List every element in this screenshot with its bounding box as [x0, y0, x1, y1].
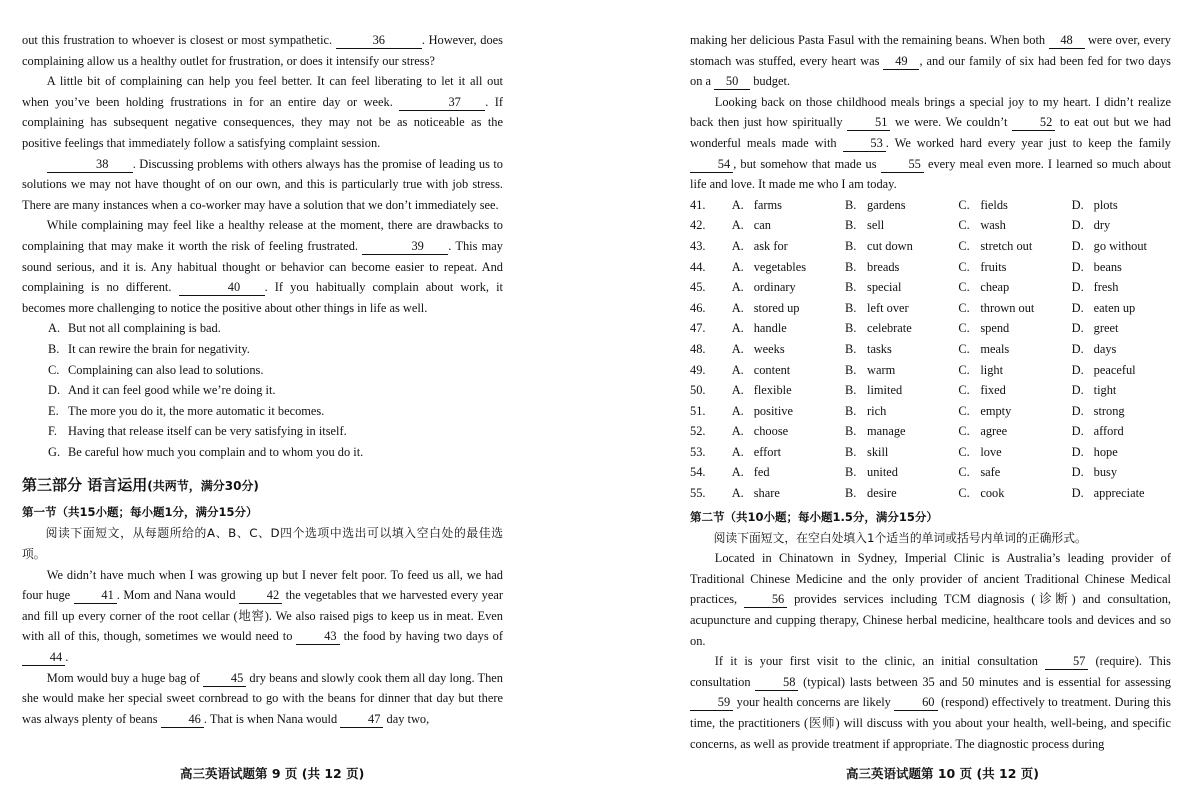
option-text: farms: [753, 197, 782, 212]
answer-blank-53[interactable]: 53: [843, 136, 886, 152]
option-letter: D.: [1071, 218, 1084, 233]
option-row: [690, 442, 1171, 463]
answer-blank-46[interactable]: 46: [161, 712, 204, 728]
answer-blank-50[interactable]: 50: [714, 74, 750, 90]
cloze-paragraph: Mom would buy a huge bag of 45 dry beans and slowly cook them all day long. Then she would make her special sweet cornbread to go with the beans for dinner that day but there was always plenty of beans 46 . That is when Nana would 47 day two,: [22, 670, 503, 726]
option-a[interactable]: [732, 442, 845, 463]
option-a[interactable]: [732, 277, 845, 298]
option-b[interactable]: [845, 257, 958, 278]
option-row: [690, 401, 1171, 422]
option-text: peaceful: [1093, 362, 1136, 377]
option-d[interactable]: [1072, 236, 1171, 257]
answer-blank-56[interactable]: 56: [744, 592, 787, 608]
option-item: G. Be careful how much you complain and to whom you do it.: [48, 444, 364, 459]
option-c[interactable]: [958, 215, 1071, 236]
answer-blank-40[interactable]: 40: [179, 280, 265, 296]
option-d[interactable]: [1072, 421, 1171, 442]
option-text: safe: [980, 465, 1001, 480]
option-text: cheap: [980, 280, 1010, 295]
option-b[interactable]: [845, 236, 958, 257]
option-b[interactable]: [845, 277, 958, 298]
section-title: 第一节（共15小题；每小题1分，满分15分）: [22, 505, 258, 520]
option-text: eaten up: [1093, 300, 1136, 315]
option-b[interactable]: [845, 442, 958, 463]
part-title: 第三部分 语言运用(共两节，满分30分): [22, 476, 259, 495]
option-text: meals: [980, 341, 1010, 356]
option-row: [690, 318, 1171, 339]
option-letter: D.: [1071, 486, 1084, 501]
option-text: busy: [1093, 465, 1118, 480]
option-letter: C.: [958, 486, 970, 501]
question-number: 46.: [690, 300, 706, 315]
option-text: celebrate: [867, 321, 912, 336]
option-letter: B.: [845, 362, 857, 377]
option-text: cut down: [867, 238, 913, 253]
option-letter: A.: [731, 424, 744, 439]
answer-blank-43[interactable]: 43: [296, 629, 339, 645]
option-a[interactable]: [732, 257, 845, 278]
option-letter: D.: [1071, 238, 1084, 253]
option-text: handle: [753, 321, 787, 336]
option-letter: D.: [1071, 341, 1084, 356]
option-item: C. Complaining can also lead to solutions.: [48, 362, 264, 377]
option-text: effort: [753, 444, 782, 459]
answer-blank-48[interactable]: 48: [1049, 33, 1085, 49]
option-letter: D.: [1071, 362, 1084, 377]
option-text: weeks: [753, 341, 785, 356]
option-text: spend: [980, 321, 1010, 336]
option-letter: C.: [958, 300, 970, 315]
option-text: left over: [867, 300, 909, 315]
option-letter: C.: [958, 238, 970, 253]
option-text: tight: [1093, 383, 1117, 398]
option-text: plots: [1093, 197, 1118, 212]
option-text: love: [980, 444, 1002, 459]
question-number: 54.: [690, 465, 706, 480]
option-letter: D.: [1071, 197, 1084, 212]
cloze-paragraph: We didn’t have much when I was growing up but I never felt poor. To feed us all, we had four huge 41 . Mom and Nana would 42 the vegetables that we harvested every year and fill up every corner of the root cellar (地窖). We also raised pigs to keep us in meat. Even with all of this, though, sometimes we would need to 43 the food by having two days of 44 .: [22, 567, 503, 665]
question-number: 43.: [690, 238, 706, 253]
answer-blank-59[interactable]: 59: [690, 695, 733, 711]
option-text: limited: [867, 383, 903, 398]
option-c[interactable]: [958, 462, 1071, 483]
option-text: manage: [867, 424, 906, 439]
option-d[interactable]: [1072, 318, 1171, 339]
option-letter: A.: [731, 486, 744, 501]
option-text: dry: [1093, 218, 1111, 233]
option-letter: C.: [958, 444, 970, 459]
option-c[interactable]: [958, 483, 1071, 504]
option-letter: B.: [845, 197, 857, 212]
cloze-paragraph: Looking back on those childhood meals brings a special joy to my heart. I didn’t realize back then just how spiritually 51 we were. We couldn’t 52 to eat out but we had wonderful meals made with 53 . We worked hard every year just to keep the family 54 , but somehow that made us 55 every meal even more. I learned so much about life and love. It made me who I am today.: [690, 94, 1172, 192]
option-letter: A.: [731, 444, 744, 459]
option-text: united: [867, 465, 899, 480]
option-letter: A.: [731, 238, 744, 253]
option-b[interactable]: [845, 215, 958, 236]
option-letter: C.: [958, 383, 970, 398]
option-letter: B.: [845, 486, 857, 501]
option-c[interactable]: [958, 277, 1071, 298]
option-letter: B.: [845, 259, 857, 274]
option-text: appreciate: [1093, 486, 1145, 501]
option-letter: B.: [845, 403, 857, 418]
option-b[interactable]: [845, 195, 958, 216]
option-row: [690, 421, 1171, 442]
option-c[interactable]: [958, 298, 1071, 319]
option-letter: D.: [1071, 444, 1084, 459]
question-number: 50.: [690, 383, 706, 398]
option-a[interactable]: [732, 236, 845, 257]
option-letter: A.: [731, 383, 744, 398]
option-letter: B.: [845, 465, 857, 480]
question-number: 44.: [690, 259, 706, 274]
option-b[interactable]: [845, 483, 958, 504]
seven-options-list: [22, 318, 503, 462]
question-number: 42.: [690, 218, 706, 233]
option-letter: C.: [958, 259, 970, 274]
answer-blank-47[interactable]: 47: [340, 712, 383, 728]
option-c[interactable]: [958, 339, 1071, 360]
option-letter: C.: [958, 424, 970, 439]
question-number: 49.: [690, 362, 706, 377]
section-instructions: 阅读下面短文，在空白处填入1个适当的单词或括号内单词的正确形式。: [713, 530, 1087, 545]
option-a[interactable]: [732, 401, 845, 422]
option-c[interactable]: [958, 380, 1071, 401]
option-row: [690, 215, 1171, 236]
answer-blank-51[interactable]: 51: [847, 115, 890, 131]
question-number: 51.: [690, 403, 706, 418]
option-letter: A.: [731, 362, 744, 377]
answer-blank-55[interactable]: 55: [881, 157, 924, 173]
option-letter: D.: [1071, 321, 1084, 336]
option-c[interactable]: [958, 195, 1071, 216]
option-c[interactable]: [958, 236, 1071, 257]
option-b[interactable]: [845, 380, 958, 401]
passage-paragraph: A little bit of complaining can help you feel better. It can feel liberating to let it all out when you’ve been holding frustrations in for an entire day or week. 37 . If complaining has subsequent negative consequences, they may not be as noticeable as the positive feelings that immediately follow a satisfying complaint session.: [22, 74, 503, 150]
option-letter: A.: [731, 197, 744, 212]
question-number: 41.: [690, 197, 706, 212]
option-b[interactable]: [845, 401, 958, 422]
passage-paragraph: 38 . Discussing problems with others always has the promise of leading us to solutions we may not have thought of on our own, and this is particularly true with job stress. There are many instances when a co-worker may have a solution that we don’t immediately see.: [22, 156, 503, 212]
grammar-paragraph: Located in Chinatown in Sydney, Imperial Clinic is Australia’s leading provider of Traditional Chinese Medicine and the only provider of ancient Traditional Chinese Medical practices, 56 provides services including TCM diagnosis (诊断) and consultation, acupuncture and cupping therapy, Chinese herbal medicine, healthcare tools and devices and so on.: [690, 551, 1171, 648]
option-text: gardens: [867, 197, 906, 212]
question-number: 55.: [690, 486, 706, 501]
option-text: ordinary: [753, 280, 796, 295]
answer-blank-41[interactable]: 41: [74, 588, 117, 604]
option-text: fields: [980, 197, 1008, 212]
option-item: A. But not all complaining is bad.: [48, 321, 221, 336]
option-letter: B.: [845, 321, 857, 336]
answer-blank-39[interactable]: 39: [362, 239, 448, 255]
option-b[interactable]: [845, 318, 958, 339]
option-d[interactable]: [1072, 257, 1171, 278]
multiple-choice-options: [690, 195, 1171, 504]
option-c[interactable]: [958, 257, 1071, 278]
option-letter: A.: [731, 403, 744, 418]
option-text: ask for: [753, 238, 788, 253]
option-item: E. The more you do it, the more automatic it becomes.: [48, 403, 325, 418]
option-row: [690, 462, 1171, 483]
option-letter: B.: [845, 300, 857, 315]
option-letter: A.: [731, 321, 744, 336]
option-d[interactable]: [1072, 195, 1171, 216]
option-letter: A.: [731, 218, 744, 233]
option-text: stored up: [753, 300, 800, 315]
option-b[interactable]: [845, 360, 958, 381]
option-row: [690, 298, 1171, 319]
option-letter: D.: [1071, 424, 1084, 439]
option-text: greet: [1093, 321, 1119, 336]
option-text: beans: [1093, 259, 1122, 274]
option-row: [690, 195, 1171, 216]
option-item: D. And it can feel good while we’re doing it.: [48, 383, 276, 398]
option-text: stretch out: [980, 238, 1033, 253]
option-a[interactable]: [732, 339, 845, 360]
option-text: hope: [1093, 444, 1118, 459]
answer-blank-38[interactable]: 38: [47, 157, 133, 173]
option-letter: B.: [845, 238, 857, 253]
option-text: vegetables: [753, 259, 807, 274]
option-a[interactable]: [732, 215, 845, 236]
option-text: wash: [980, 218, 1006, 233]
option-text: light: [980, 362, 1004, 377]
option-a[interactable]: [732, 483, 845, 504]
option-text: cook: [980, 486, 1005, 501]
option-row: [690, 257, 1171, 278]
option-letter: C.: [958, 465, 970, 480]
option-d[interactable]: [1072, 380, 1171, 401]
grammar-paragraph: If it is your first visit to the clinic, an initial consultation 57 (require). This consultation 58 (typical) lasts between 35 and 50 minutes and is essential for assessing 59 your health concerns are likely 60 (respond) effectively to treatment. During this time, the practitioners (医师) will discuss with you about your health, well-being, and specific concerns, as well as provide treatment if appropriate. The diagnostic process during: [690, 654, 1172, 751]
option-text: fixed: [980, 383, 1006, 398]
option-row: [690, 339, 1171, 360]
option-d[interactable]: [1072, 360, 1171, 381]
option-row: [690, 236, 1171, 257]
option-row: [690, 360, 1171, 381]
option-text: special: [867, 280, 902, 295]
option-c[interactable]: [958, 318, 1071, 339]
passage-paragraph: While complaining may feel like a healthy release at the moment, there are drawbacks to complaining that may make it worth the risk of feeling frustrated. 39 . This may sound serious, and it is. Any habitual thought or behavior can become easier to repeat. And complaining is no different. 40 . If you habitually complain about work, it becomes more challenging to notice the positive about other things in life as well.: [22, 218, 504, 315]
option-b[interactable]: [845, 421, 958, 442]
option-item: F. Having that release itself can be very satisfying in itself.: [48, 424, 347, 439]
option-d[interactable]: [1072, 442, 1171, 463]
option-text: warm: [867, 362, 896, 377]
option-text: skill: [867, 444, 889, 459]
option-text: positive: [753, 403, 793, 418]
question-number: 47.: [690, 321, 706, 336]
answer-blank-42[interactable]: 42: [239, 588, 282, 604]
question-number: 52.: [690, 424, 706, 439]
question-number: 53.: [690, 444, 706, 459]
option-text: empty: [980, 403, 1012, 418]
answer-blank-58[interactable]: 58: [755, 675, 798, 691]
option-letter: C.: [958, 341, 970, 356]
option-b[interactable]: [845, 339, 958, 360]
option-text: thrown out: [980, 300, 1035, 315]
option-d[interactable]: [1072, 483, 1171, 504]
option-b[interactable]: [845, 298, 958, 319]
option-row: [690, 277, 1171, 298]
option-letter: A.: [731, 280, 744, 295]
option-row: [690, 483, 1171, 504]
option-text: sell: [867, 218, 885, 233]
option-text: can: [753, 218, 771, 233]
option-letter: B.: [845, 383, 857, 398]
cloze-paragraph: making her delicious Pasta Fasul with the remaining beans. When both 48 were over, every stomach was stuffed, every heart was 49 , and our family of six had been fed for two days on a 50 budget.: [690, 33, 1171, 89]
answer-blank-49[interactable]: 49: [883, 54, 919, 70]
answer-blank-45[interactable]: 45: [203, 671, 246, 687]
option-a[interactable]: [732, 195, 845, 216]
answer-blank-52[interactable]: 52: [1012, 115, 1055, 131]
passage-paragraph: out this frustration to whoever is closest or most sympathetic. 36 . However, does complaining allow us a healthy outlet for frustration, or does it intensify our stress?: [22, 33, 503, 68]
option-text: afford: [1093, 424, 1124, 439]
option-text: go without: [1093, 238, 1147, 253]
option-letter: C.: [958, 218, 970, 233]
option-letter: A.: [731, 259, 744, 274]
option-text: breads: [867, 259, 900, 274]
option-letter: B.: [845, 424, 857, 439]
answer-blank-54[interactable]: 54: [690, 157, 733, 173]
option-c[interactable]: [958, 360, 1071, 381]
option-letter: C.: [958, 403, 970, 418]
option-a[interactable]: [732, 380, 845, 401]
option-text: tasks: [867, 341, 892, 356]
option-item: B. It can rewire the brain for negativity.: [48, 341, 250, 356]
question-number: 45.: [690, 280, 706, 295]
option-text: fruits: [980, 259, 1007, 274]
option-a[interactable]: [732, 421, 845, 442]
option-text: fed: [753, 465, 770, 480]
option-letter: B.: [845, 280, 857, 295]
option-letter: D.: [1071, 383, 1084, 398]
option-d[interactable]: [1072, 215, 1171, 236]
option-letter: B.: [845, 218, 857, 233]
right-page: [676, 0, 1192, 800]
section-title: 第二节（共10小题；每小题1.5分，满分15分）: [690, 509, 938, 524]
option-a[interactable]: [732, 318, 845, 339]
option-text: choose: [753, 424, 789, 439]
option-a[interactable]: [732, 298, 845, 319]
option-text: desire: [867, 486, 897, 501]
answer-blank-60[interactable]: 60: [894, 695, 937, 711]
option-text: strong: [1093, 403, 1125, 418]
option-c[interactable]: [958, 442, 1071, 463]
option-text: share: [753, 486, 780, 501]
option-letter: B.: [845, 444, 857, 459]
option-letter: B.: [845, 341, 857, 356]
option-letter: D.: [1071, 465, 1084, 480]
answer-blank-37[interactable]: 37: [399, 95, 485, 111]
option-text: agree: [980, 424, 1008, 439]
option-letter: A.: [731, 300, 744, 315]
option-c[interactable]: [958, 421, 1071, 442]
question-number: 48.: [690, 341, 706, 356]
option-letter: A.: [731, 465, 744, 480]
section-instructions: 阅读下面短文，从每题所给的A、B、C、D四个选项中选出可以填入空白处的最佳选项。: [22, 526, 503, 562]
option-row: [690, 380, 1171, 401]
option-letter: D.: [1071, 280, 1084, 295]
option-letter: D.: [1071, 300, 1084, 315]
option-letter: D.: [1071, 259, 1084, 274]
option-a[interactable]: [732, 360, 845, 381]
option-b[interactable]: [845, 462, 958, 483]
answer-blank-57[interactable]: 57: [1045, 654, 1088, 670]
option-d[interactable]: [1072, 277, 1171, 298]
option-d[interactable]: [1072, 462, 1171, 483]
option-a[interactable]: [732, 462, 845, 483]
option-text: days: [1093, 341, 1117, 356]
option-letter: C.: [958, 280, 970, 295]
left-page: [0, 0, 520, 800]
option-letter: D.: [1071, 403, 1084, 418]
option-text: fresh: [1093, 280, 1119, 295]
option-c[interactable]: [958, 401, 1071, 422]
option-letter: C.: [958, 362, 970, 377]
option-d[interactable]: [1072, 339, 1171, 360]
option-d[interactable]: [1072, 401, 1171, 422]
page-footer: 高三英语试题第 9 页 (共 12 页): [180, 766, 365, 781]
answer-blank-36[interactable]: 36: [336, 33, 422, 49]
option-text: content: [753, 362, 791, 377]
option-letter: A.: [731, 341, 744, 356]
option-text: rich: [867, 403, 887, 418]
option-d[interactable]: [1072, 298, 1171, 319]
option-letter: C.: [958, 197, 970, 212]
page-footer: 高三英语试题第 10 页 (共 12 页): [846, 766, 1039, 781]
option-letter: C.: [958, 321, 970, 336]
option-text: flexible: [753, 383, 792, 398]
answer-blank-44[interactable]: 44: [22, 650, 65, 666]
